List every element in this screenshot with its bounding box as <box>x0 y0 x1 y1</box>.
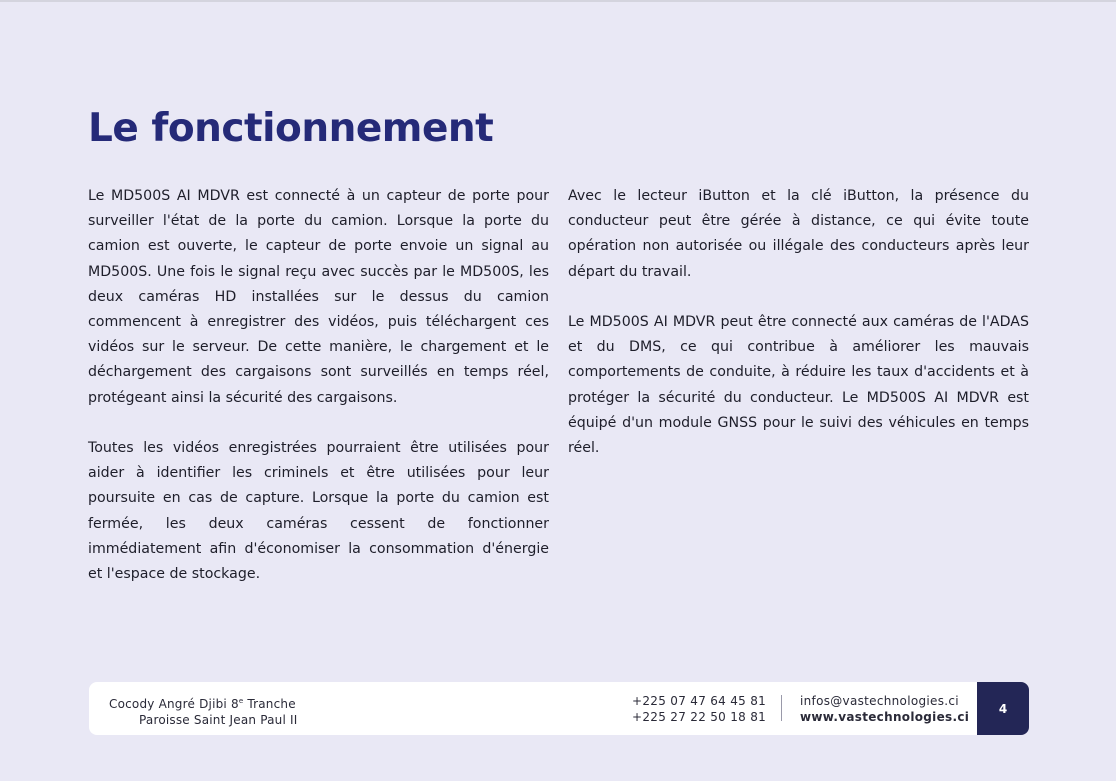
phone-number-1[interactable]: +225 07 47 64 45 81 <box>632 694 767 708</box>
right-column <box>568 184 1029 486</box>
right-paragraph-2: Le MD500S AI MDVR peut être connecté aux caméras de l'ADAS et du DMS, ce qui contribue à améliorer les mauvais comportements de conduite, à réduire les taux d'accidents et à protéger la sécurité du conducteur. Le MD500S AI MDVR est équipé d'un module GNSS pour le suivi des véhicules en temps réel. <box>568 314 1029 457</box>
footer-bar <box>89 682 1029 735</box>
footer-phones <box>632 693 766 725</box>
page-number-badge: 4 <box>977 682 1029 735</box>
footer-divider <box>781 695 782 721</box>
website-link[interactable]: www.vastechnologies.ci <box>800 710 970 724</box>
top-border <box>0 0 1116 2</box>
address-line-1: Cocody Angré Djibi 8e Tranche <box>109 697 296 711</box>
right-paragraph-1: Avec le lecteur iButton et la clé iButton, la présence du conducteur peut être gérée à distance, ce qui évite toute opération non autorisée ou illégale des conducteurs après leur départ du travail. <box>568 188 1029 280</box>
email-link[interactable]: infos@vastechnologies.ci <box>800 694 959 708</box>
footer-contact <box>800 693 969 725</box>
page-title: Le fonctionnement <box>88 106 494 151</box>
left-column <box>88 184 549 612</box>
address-line-2: Paroisse Saint Jean Paul II <box>139 713 298 727</box>
footer-address <box>109 693 298 728</box>
left-paragraph-1: Le MD500S AI MDVR est connecté à un capteur de porte pour surveiller l'état de la porte du camion. Lorsque la porte du camion est ouverte, le capteur de porte envoie un signal au MD500S. Une fois le signal reçu avec succès par le MD500S, les deux caméras HD installées sur le dessus du camion commencent à enregistrer des vidéos, puis téléchargent ces vidéos sur le serveur. De cette manière, le chargement et le déchargement des cargaisons sont surveillés en temps réel, protégeant ainsi la sécurité des cargaisons. <box>88 188 549 406</box>
phone-number-2[interactable]: +225 27 22 50 18 81 <box>632 710 767 724</box>
left-paragraph-2: Toutes les vidéos enregistrées pourraient être utilisées pour aider à identifier les criminels et être utilisées pour leur poursuite en cas de capture. Lorsque la porte du camion est fermée, les deux caméras cessent de fonctionner immédiatement afin d'économiser la consommation d'énergie et l'espace de stockage. <box>88 440 549 583</box>
